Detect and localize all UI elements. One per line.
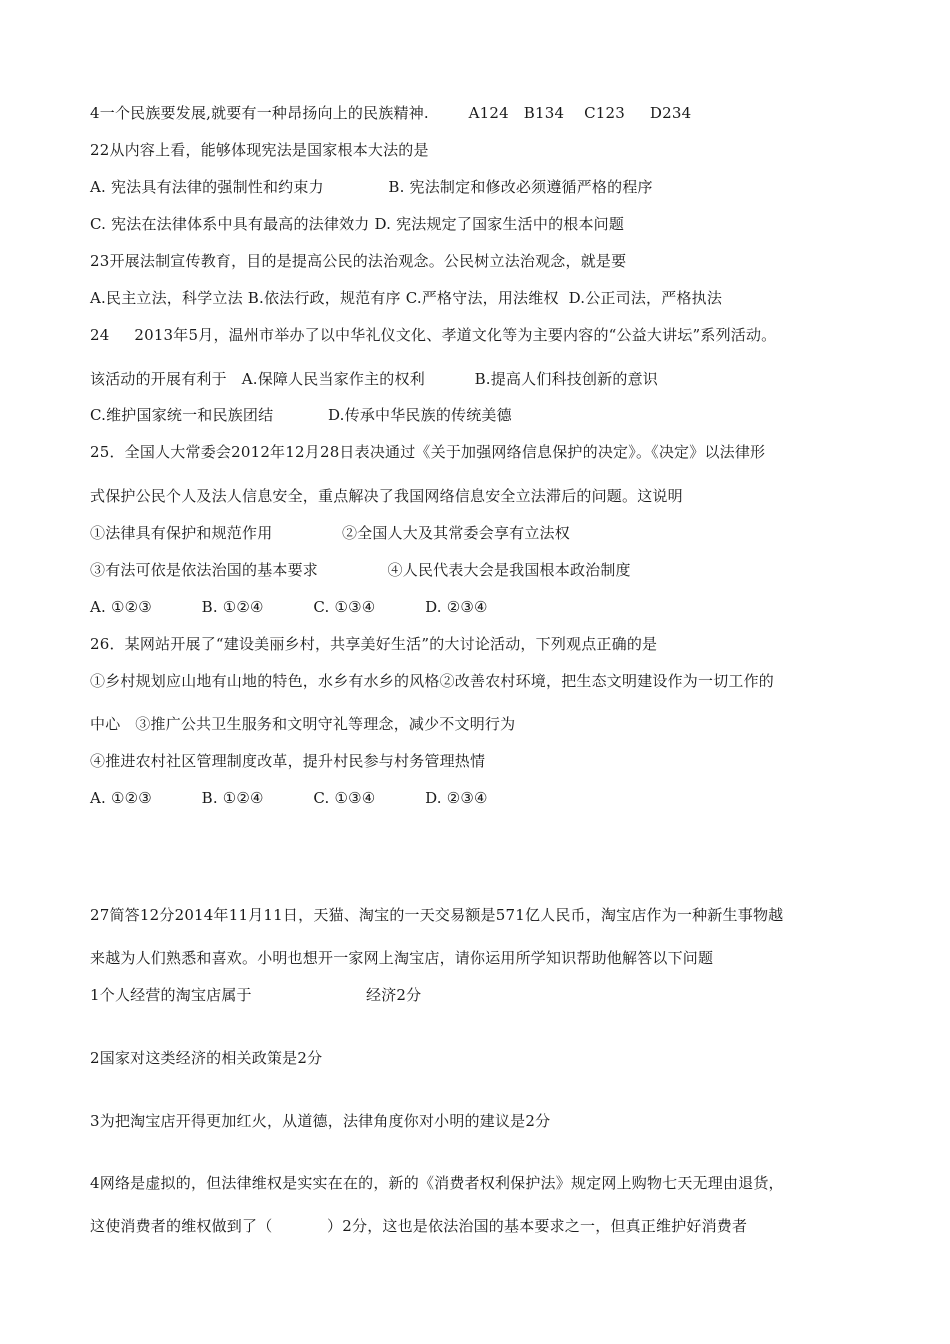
q22-options-ab: A. 宪法具有法律的强制性和约束力 B. 宪法制定和修改必须遵循严格的程序: [90, 178, 653, 196]
q26-options: A. ①②③ B. ①②④ C. ①③④ D. ②③④: [90, 789, 488, 807]
q25-statements-34: ③有法可依是依法治国的基本要求 ④人民代表大会是我国根本政治制度: [90, 561, 631, 579]
q25-statements-12: ①法律具有保护和规范作用 ②全国人大及其常委会享有立法权: [90, 524, 570, 542]
q23-options: A.民主立法，科学立法 B.依法行政，规范有序 C.严格守法，用法维权 D.公正司法，严格执法: [90, 289, 723, 307]
q26-statement-3: 中心 ③推广公共卫生服务和文明守礼等理念，减少不文明行为: [90, 715, 516, 733]
q27-sub-1: 1个人经营的淘宝店属于 经济2分: [90, 986, 422, 1004]
q24-options-cd: C.维护国家统一和民族团结 D.传承中华民族的传统美德: [90, 406, 512, 424]
q25-options: A. ①②③ B. ①②④ C. ①③④ D. ②③④: [90, 598, 488, 616]
q27-stem-1: 27简答12分2014年11月11日，天猫、淘宝的一天交易额是571亿人民币，淘宝店作为一种新生事物越: [90, 906, 784, 924]
q22-options-cd: C. 宪法在法律体系中具有最高的法律效力 D. 宪法规定了国家生活中的根本问题: [90, 215, 625, 233]
q21-option-line: 4一个民族要发展,就要有一种昂扬向上的民族精神. A124 B134 C123 D234: [90, 104, 692, 122]
q27-stem-2: 来越为人们熟悉和喜欢。小明也想开一家网上淘宝店，请你运用所学知识帮助他解答以下问题: [90, 949, 714, 967]
q26-statement-4: ④推进农村社区管理制度改革，提升村民参与村务管理热情: [90, 752, 486, 770]
q26-stem: 26．某网站开展了“建设美丽乡村，共享美好生活”的大讨论活动，下列观点正确的是: [90, 635, 658, 653]
q26-statements-12: ①乡村规划应山地有山地的特色，水乡有水乡的风格②改善农村环境，把生态文明建设作为一切工作的: [90, 672, 775, 690]
q27-sub-4-line-1: 4网络是虚拟的，但法律维权是实实在在的，新的《消费者权利保护法》规定网上购物七天无理由退货，: [90, 1174, 784, 1192]
q23-stem: 23开展法制宣传教育，目的是提高公民的法治观念。公民树立法治观念，就是要: [90, 252, 627, 270]
q24-options-ab: 该活动的开展有利于 A.保障人民当家作主的权利 B.提高人们科技创新的意识: [90, 370, 658, 388]
q24-stem: 24 2013年5月，温州市举办了以中华礼仪文化、孝道文化等为主要内容的“公益大讲坛”系列活动。: [90, 326, 777, 344]
q22-stem: 22从内容上看，能够体现宪法是国家根本大法的是: [90, 141, 429, 159]
q27-sub-3: 3为把淘宝店开得更加红火，从道德，法律角度你对小明的建议是2分: [90, 1112, 551, 1130]
q25-stem-2: 式保护公民个人及法人信息安全，重点解决了我国网络信息安全立法滞后的问题。这说明: [90, 487, 683, 505]
q25-stem-1: 25．全国人大常委会2012年12月28日表决通过《关于加强网络信息保护的决定》。《决定》以法律形: [90, 443, 766, 461]
q27-sub-4-line-2: 这使消费者的维权做到了（ ）2分，这也是依法治国的基本要求之一，但真正维护好消费者: [90, 1217, 748, 1235]
q27-sub-2: 2国家对这类经济的相关政策是2分: [90, 1049, 323, 1067]
